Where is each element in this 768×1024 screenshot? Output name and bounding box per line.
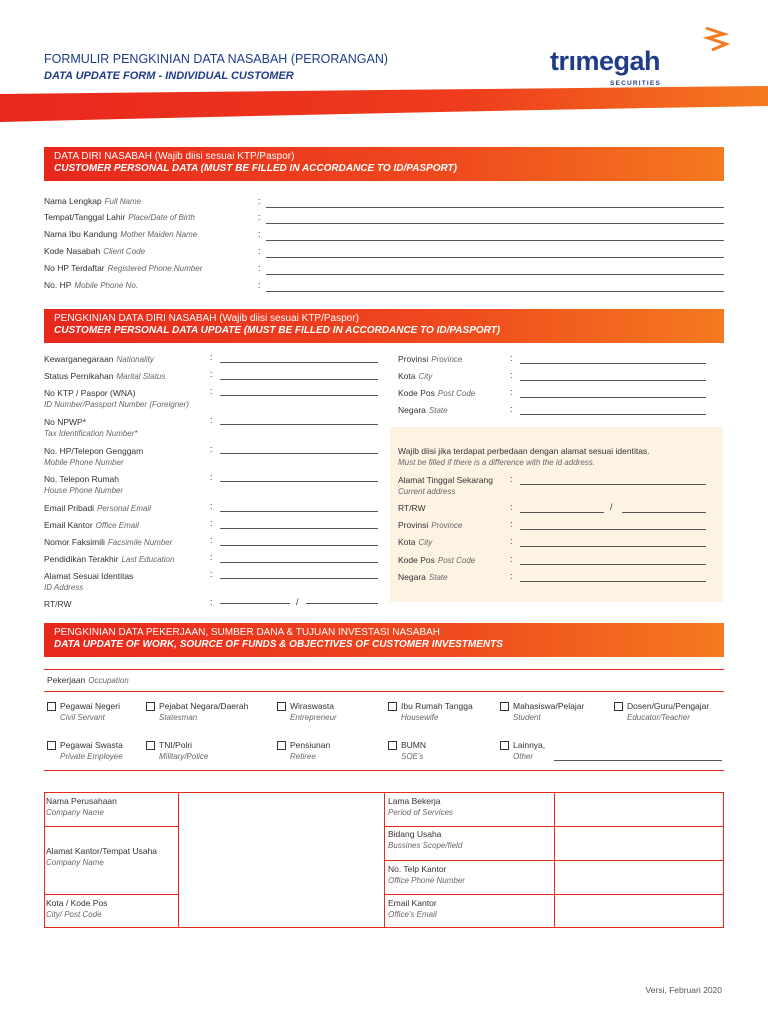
table-sublabel: Company Name — [46, 808, 104, 817]
text-input[interactable] — [520, 546, 706, 547]
field-label: Kota City — [398, 371, 433, 381]
logo-mark-icon — [702, 26, 734, 52]
field-sublabel: Tax Identification Number* — [44, 429, 138, 438]
text-input[interactable] — [220, 379, 378, 380]
occupation-option-sublabel: Entrepreneur — [290, 713, 337, 722]
colon: : — [210, 501, 213, 511]
colon: : — [210, 569, 213, 579]
colon: : — [210, 386, 213, 396]
occupation-checkbox[interactable] — [146, 741, 155, 750]
text-input[interactable] — [266, 207, 724, 208]
table-input-cell[interactable] — [180, 793, 382, 817]
colon: : — [210, 518, 213, 528]
text-input[interactable] — [220, 481, 378, 482]
colon: : — [510, 502, 513, 512]
colon: : — [510, 554, 513, 564]
occupation-option-label: Mahasiswa/Pelajar — [513, 701, 585, 711]
field-sublabel: Current address — [398, 487, 456, 496]
other-occupation-input[interactable] — [554, 760, 722, 761]
table-input-cell[interactable] — [556, 861, 722, 889]
field-label: Nomor Faksimili Facsimile Number — [44, 537, 173, 547]
occupation-option-sublabel: Civil Servant — [60, 713, 105, 722]
field-label: Kota City — [398, 537, 433, 547]
table-input-cell[interactable] — [556, 895, 722, 923]
section3-subtitle: DATA UPDATE OF WORK, SOURCE OF FUNDS & OBJECTIVES OF CUSTOMER INVESTMENTS — [54, 639, 503, 650]
section1-subtitle: CUSTOMER PERSONAL DATA (MUST BE FILLED IN ACCORDANCE TO ID/PASPORT) — [54, 163, 457, 174]
table-column-divider — [178, 792, 179, 928]
colon: : — [258, 229, 261, 239]
table-label: Bidang Usaha — [388, 829, 442, 839]
field-label: Tempat/Tanggal Lahir Place/Date of Birth — [44, 212, 195, 222]
section1-title: DATA DIRI NASABAH (Wajib diisi sesuai KTP/Paspor) — [54, 151, 295, 162]
occupation-option-sublabel: Housewife — [401, 713, 439, 722]
occupation-checkbox[interactable] — [47, 702, 56, 711]
field-label: Nama Lengkap Full Name — [44, 196, 142, 206]
text-input[interactable] — [266, 257, 724, 258]
field-sublabel: Mobile Phone Number — [44, 458, 124, 467]
table-sublabel: Company Name — [46, 858, 104, 867]
occupation-option-label: Ibu Rumah Tangga — [401, 701, 473, 711]
table-sublabel: Office's Email — [388, 910, 437, 919]
occupation-option-label: Dosen/Guru/Pengajar — [627, 701, 710, 711]
colon: : — [258, 196, 261, 206]
rw-input[interactable] — [306, 603, 378, 604]
text-input[interactable] — [520, 397, 706, 398]
occupation-checkbox[interactable] — [47, 741, 56, 750]
field-label: Provinsi Province — [398, 354, 463, 364]
text-input[interactable] — [220, 562, 378, 563]
table-input-cell[interactable] — [556, 793, 722, 821]
section1-header — [44, 147, 724, 181]
occupation-option-sublabel: Private Employee — [60, 752, 123, 761]
field-label: RT/RW — [44, 599, 72, 609]
colon: : — [210, 369, 213, 379]
text-input[interactable] — [220, 453, 378, 454]
colon: : — [210, 352, 213, 362]
rt-input[interactable] — [220, 603, 290, 604]
field-label: Alamat Tinggal Sekarang — [398, 475, 493, 485]
colon: : — [510, 474, 513, 484]
colon: : — [510, 571, 513, 581]
text-input[interactable] — [520, 564, 706, 565]
brand-logo-sub: SECURITIES — [610, 80, 662, 87]
field-label: Nama Ibu Kandung Mother Maiden Name — [44, 229, 198, 239]
text-input[interactable] — [220, 545, 378, 546]
text-input[interactable] — [520, 363, 706, 364]
occupation-option-label: Pejabat Negara/Daerah — [159, 701, 249, 711]
colon: : — [510, 387, 513, 397]
divider — [44, 770, 724, 771]
occupation-option-sublabel: Statesman — [159, 713, 198, 722]
text-input[interactable] — [520, 414, 706, 415]
colon: : — [258, 280, 261, 290]
field-label: No HP Terdaftar Registered Phone Number — [44, 263, 203, 273]
occupation-option-label: Pensiunan — [290, 740, 331, 750]
table-input-cell[interactable] — [180, 895, 382, 919]
text-input[interactable] — [520, 380, 706, 381]
text-input[interactable] — [220, 424, 378, 425]
occupation-option-label: Pegawai Swasta — [60, 740, 123, 750]
colon: : — [510, 404, 513, 414]
occupation-option-sublabel: Student — [513, 713, 541, 722]
field-label: Pendidikan Terakhir Last Education — [44, 554, 175, 564]
table-sublabel: Period of Services — [388, 808, 453, 817]
colon: : — [210, 535, 213, 545]
table-input-cell[interactable] — [180, 843, 382, 867]
occupation-checkbox[interactable] — [146, 702, 155, 711]
text-input[interactable] — [266, 240, 724, 241]
table-label: Lama Bekerja — [388, 796, 441, 806]
colon: : — [210, 552, 213, 562]
field-label: No KTP / Paspor (WNA) — [44, 388, 136, 398]
field-sublabel: House Phone Number — [44, 486, 124, 495]
field-label: Email Kantor Office Email — [44, 520, 139, 530]
rw-input[interactable] — [622, 512, 706, 513]
colon: : — [510, 353, 513, 363]
colon: : — [210, 415, 213, 425]
field-label: No. HP Mobile Phone No. — [44, 280, 138, 290]
field-label: Kode Nasabah Client Code — [44, 246, 146, 256]
text-input[interactable] — [266, 274, 724, 275]
occupation-option-sublabel: Retiree — [290, 752, 316, 761]
colon: : — [510, 536, 513, 546]
field-label: No. Telepon Rumah — [44, 474, 119, 484]
occupation-option-label: Lainnya, — [513, 740, 546, 750]
section2-subtitle: CUSTOMER PERSONAL DATA UPDATE (MUST BE FILLED IN ACCORDANCE TO ID/PASPORT) — [54, 325, 501, 336]
field-label: No. HP/Telepon Genggam — [44, 446, 144, 456]
occupation-label: Pekerjaan Occupation — [47, 675, 129, 685]
section2-title: PENGKINIAN DATA DIRI NASABAH (Wajib diisi sesuai KTP/Paspor) — [54, 313, 359, 324]
colon: : — [258, 263, 261, 273]
section2-header — [44, 309, 724, 343]
occupation-option-label: Wiraswasta — [290, 701, 334, 711]
table-sublabel: City/ Post Code — [46, 910, 102, 919]
brand-logo: trımegah — [550, 46, 661, 76]
section3-header — [44, 623, 724, 657]
field-label: Kode Pos Post Code — [398, 388, 476, 398]
occupation-option-sublabel: Educator/Teacher — [627, 713, 690, 722]
table-label: Email Kantor — [388, 898, 437, 908]
current-address-note: Wajib diisi jika terdapat perbedaan dengan alamat sesuai identitas. — [398, 446, 650, 456]
occupation-option-label: Pegawai Negeri — [60, 701, 121, 711]
colon: : — [210, 472, 213, 482]
text-input[interactable] — [266, 291, 724, 292]
current-address-note-en: Must be filled if there is a difference with the id address. — [398, 458, 595, 467]
field-label: Email Pribadi Personal Email — [44, 503, 151, 513]
text-input[interactable] — [220, 395, 378, 396]
form-title: FORMULIR PENGKINIAN DATA NASABAH (PERORANGAN) — [44, 52, 389, 66]
colon: : — [210, 597, 213, 607]
table-sublabel: Office Phone Number — [388, 876, 465, 885]
table-label: Kota / Kode Pos — [46, 898, 108, 908]
table-label: Alamat Kantor/Tempat Usaha — [46, 846, 158, 856]
field-label: Status Pernikahan Marital Status — [44, 371, 166, 381]
field-label: Kode Pos Post Code — [398, 555, 476, 565]
text-input[interactable] — [220, 578, 378, 579]
header-swoosh — [0, 86, 768, 124]
table-row-divider — [44, 826, 178, 827]
table-row-divider — [44, 894, 178, 895]
text-input[interactable] — [520, 484, 706, 485]
occupation-option-sublabel: Other — [513, 752, 534, 761]
field-sublabel: ID Number/Passport Number (Foreigner) — [44, 400, 189, 409]
occupation-option-sublabel: SOE's — [401, 752, 424, 761]
section3-title: PENGKINIAN DATA PEKERJAAN, SUMBER DANA & TUJUAN INVESTASI NASABAH — [54, 627, 441, 638]
text-input[interactable] — [220, 511, 378, 512]
text-input[interactable] — [266, 223, 724, 224]
table-input-cell[interactable] — [556, 826, 722, 854]
rt-input[interactable] — [520, 512, 604, 513]
occupation-checkbox[interactable] — [500, 702, 509, 711]
colon: : — [258, 246, 261, 256]
occupation-checkbox[interactable] — [388, 702, 397, 711]
text-input[interactable] — [520, 529, 706, 530]
field-label: Alamat Sesuai Identitas — [44, 571, 134, 581]
divider — [44, 691, 724, 692]
divider — [44, 669, 724, 670]
text-input[interactable] — [520, 581, 706, 582]
field-label: Negara State — [398, 572, 448, 582]
field-label: Negara State — [398, 405, 448, 415]
text-input[interactable] — [220, 528, 378, 529]
field-label: Kewarganegaraan Nationality — [44, 354, 154, 364]
slash: / — [296, 597, 299, 607]
text-input[interactable] — [220, 362, 378, 363]
occupation-checkbox[interactable] — [614, 702, 623, 711]
occupation-checkbox[interactable] — [277, 702, 286, 711]
table-label: Nama Perusahaan — [46, 796, 117, 806]
field-label: Provinsi Province — [398, 520, 463, 530]
occupation-checkbox[interactable] — [388, 741, 397, 750]
colon: : — [510, 370, 513, 380]
field-label: RT/RW — [398, 503, 426, 513]
field-label: No NPWP* — [44, 417, 87, 427]
occupation-option-label: BUMN — [401, 740, 427, 750]
form-subtitle: DATA UPDATE FORM - INDIVIDUAL CUSTOMER — [44, 70, 294, 82]
table-label: No. Telp Kantor — [388, 864, 447, 874]
occupation-checkbox[interactable] — [500, 741, 509, 750]
occupation-option-sublabel: Military/Police — [159, 752, 209, 761]
colon: : — [210, 444, 213, 454]
occupation-option-label: TNI/Polri — [159, 740, 193, 750]
colon: : — [510, 519, 513, 529]
colon: : — [258, 212, 261, 222]
version-label: Versi, Februari 2020 — [645, 985, 722, 995]
slash: / — [610, 502, 613, 512]
occupation-checkbox[interactable] — [277, 741, 286, 750]
table-sublabel: Bussines Scope/field — [388, 841, 463, 850]
field-sublabel: ID Address — [44, 583, 84, 592]
